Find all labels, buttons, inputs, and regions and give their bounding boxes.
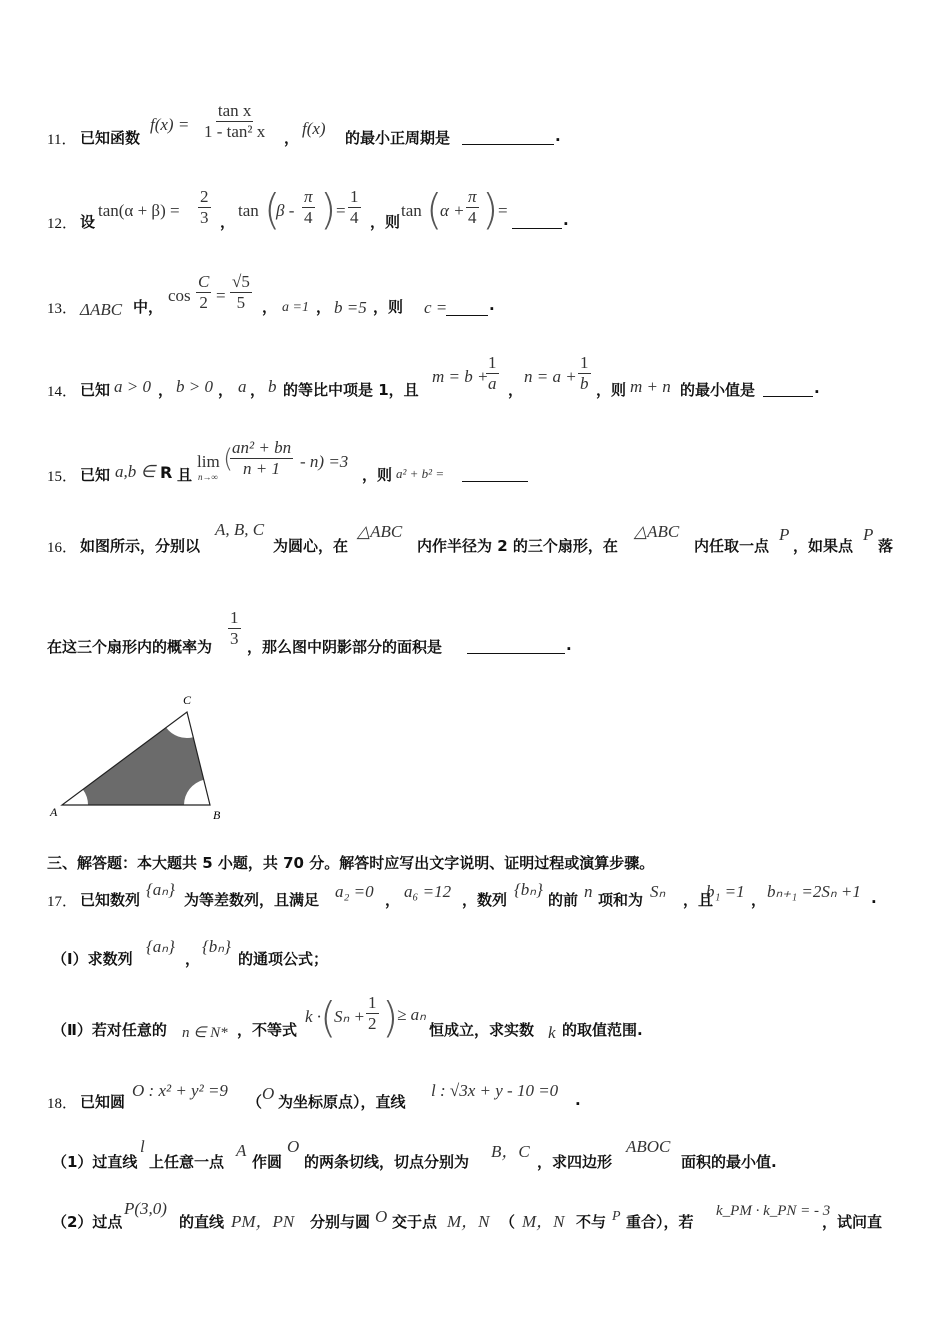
question-number: 17． <box>47 894 78 910</box>
math-fraction: $\frac{1}{4}$ <box>350 187 359 227</box>
vertex-label-b: B <box>213 808 221 822</box>
question-15: 15． 已知 a,b ∈ R 且 lim n→∞ ( $\frac{\text{an² + bn}}{n + 1}$ - n) =3 ，则 a² + b² = <box>0 440 950 492</box>
shaded-region <box>83 728 204 806</box>
question-13: 13． ΔABC 中， cos $\frac{C}{2}$ = $\frac{√5}{5}$ ， a =1 ， b =5 ，则 c = . <box>47 272 495 319</box>
section-title: 三、解答题：本大题共 5 小题，共 70 分。解答时应写出文字说明、证明过程或演算步骤。 <box>47 854 655 872</box>
question-number: 11． <box>47 132 77 148</box>
math-fraction: $\frac{\pi}{4}$ <box>304 187 313 227</box>
question-number: 14． <box>47 384 78 400</box>
question-18-part-2: （2）过点 P(3,0) 的直线 PM，PN 分别与圆 O 交于点 M，N （ M，N 不与 P 重合），若 k_PM · k_PN = - 3 ，试问直 <box>52 1199 883 1231</box>
answer-blank <box>446 314 488 316</box>
vertex-label-a: A <box>50 805 58 819</box>
triangle-figure <box>40 690 240 830</box>
vertex-label-c: C <box>183 693 192 707</box>
math-fx: f(x) <box>302 119 326 138</box>
math-fraction: $\frac{\text{tan x}}{\text{1 - tan² x}}$ <box>204 101 266 141</box>
question-17-part-1: （Ⅰ）求数列 {aₙ} ， {bₙ} 的通项公式； <box>52 937 329 968</box>
math-fraction: $\frac{\text{an² + bn}}{n + 1}$ <box>232 438 292 478</box>
math-triangle: ΔABC <box>80 300 123 319</box>
math-fraction: $\frac{1}{b}$ <box>580 353 589 393</box>
math-fraction: $\frac{\pi}{4}$ <box>468 187 477 227</box>
math-fraction: $\frac{1}{2}$ <box>368 993 377 1033</box>
question-12: 12． 设 tan(α + β) = $\frac{2}{3}$ ， tan ( β - $\frac{\pi}{4}$ ) = $\frac{1}{4}$ ，则 tan ( α + $\frac{\pi}{4}$ ) = . <box>47 185 569 234</box>
answer-blank <box>467 652 565 654</box>
question-16: 16． 如图所示，分别以 A, B, C 为圆心，在 △ABC 内作半径为 2 的三个扇形，在 △ABC 内任取一点 P ，如果点 P 落 <box>47 520 894 556</box>
question-text: 已知函数 <box>80 129 141 147</box>
question-11: 11． 已知函数 f(x) = $\frac{\text{tan x}}{\text{1 - tan² x}}$ ， f(x) 的最小正周期是 . <box>47 101 561 148</box>
section-heading <box>0 852 950 874</box>
math-fraction: $\frac{1}{3}$ <box>230 608 239 648</box>
question-number: 13． <box>47 301 78 317</box>
question-16-line-2: 在这三个扇形内的概率为 $\frac{1}{3}$ ，那么图中阴影部分的面积是 . <box>47 608 572 656</box>
question-number: 15． <box>47 469 78 485</box>
question-18-part-1: （1）过直线 l 上任意一点 A 作圆 O 的两条切线，切点分别为 B，C ，求四边形 ABOC 面积的最小值. <box>52 1137 777 1171</box>
question-text: 设 <box>80 213 96 231</box>
answer-blank <box>462 143 554 145</box>
question-17-part-2: （Ⅱ）若对任意的 n ∈ N* ，不等式 k · ( Sₙ + $\frac{1}{2}$ ) ≥ aₙ 恒成立，求实数 k 的取值范围. <box>52 993 643 1042</box>
answer-blank <box>763 395 813 397</box>
math-fraction: $\frac{√5}{5}$ <box>232 272 250 312</box>
math-fraction: $\frac{C}{2}$ <box>198 272 210 312</box>
question-17: 17． 已知数列 {aₙ} 为等差数列，且满足 a₂ =0 ， a₆ =12 ，数列 {bₙ} 的前 n 项和为 Sₙ ，且 b₁ =1 ， bₙ₊₁ =2Sₙ +1 . <box>47 880 877 910</box>
question-18: 18． 已知圆 O : x² + y² =9 （ O 为坐标原点），直线 l : √3x + y - 10 =0 . <box>47 1081 581 1112</box>
question-text: 的最小正周期是 <box>345 129 451 147</box>
math-fraction: $\frac{1}{a}$ <box>488 353 497 393</box>
answer-blank <box>462 480 528 482</box>
math-fraction: $\frac{2}{3}$ <box>200 187 209 227</box>
question-number: 18． <box>47 1096 78 1112</box>
math-fx: f(x) = <box>150 115 190 134</box>
question-14: 14． 已知 a > 0 ， b > 0 ， a ， b 的等比中项是 1，且 m = b + $\frac{1}{a}$ ， n = a + $\frac{1}{b}$ ，则 m + n 的最小值是 . <box>47 353 820 400</box>
math-expr: tan(α + β) = <box>98 201 180 220</box>
question-number: 12． <box>47 216 78 232</box>
answer-blank <box>512 227 562 229</box>
question-number: 16． <box>47 540 78 556</box>
